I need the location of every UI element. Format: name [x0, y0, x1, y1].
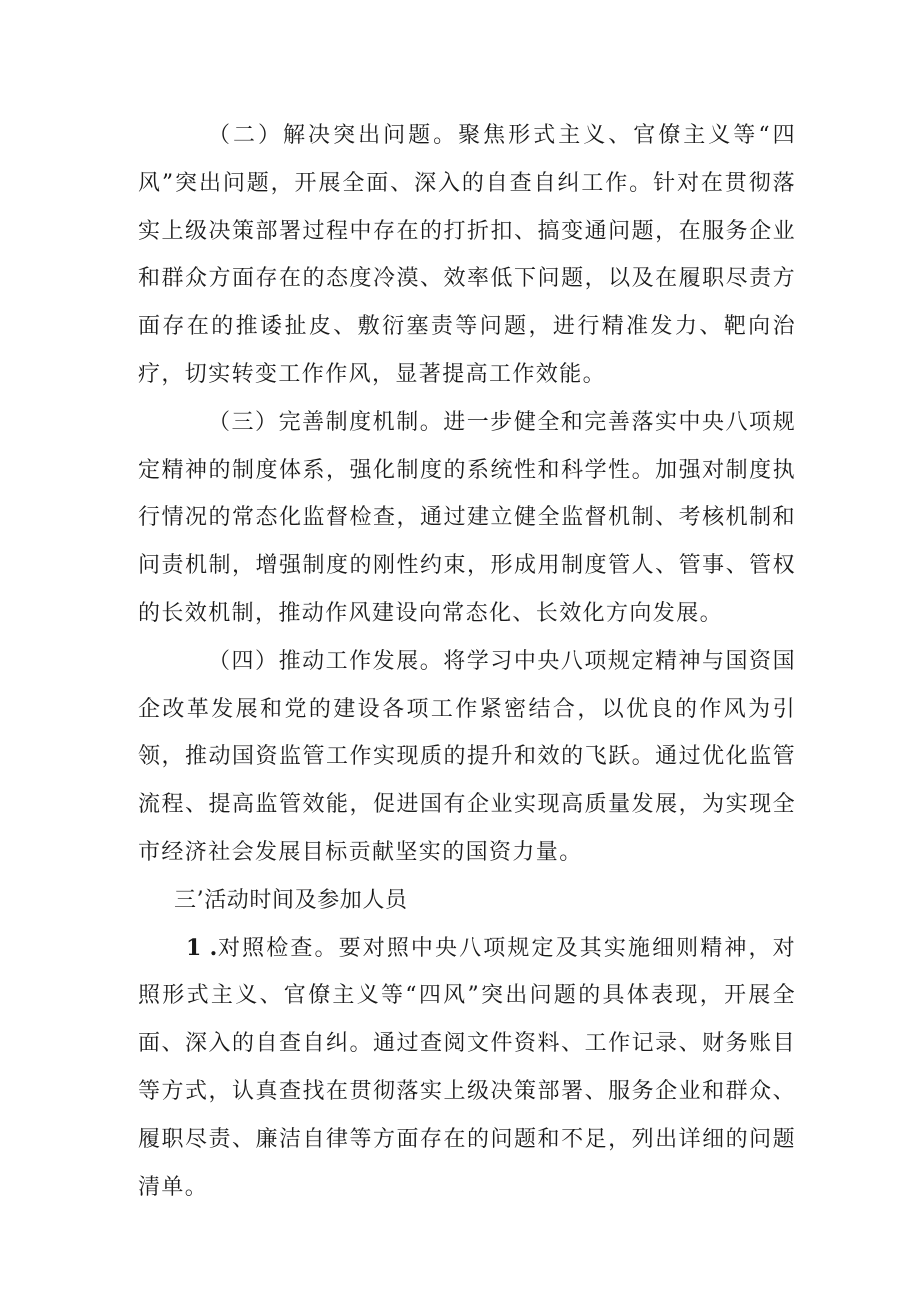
section-heading: 三’活动时间及参加人员 [174, 887, 408, 913]
paragraph-improve-mechanism: （三）完善制度机制。进一步健全和完善落实中央八项规定精神的制度体系，强化制度的系统性和科学性。加强对制度执行情况的常态化监督检查，通过建立健全监督机制、考核机制和问责机制，增强制度的刚性约束，形成用制度管人、管事、管权的长效机制，推动作风建设向常态化、长效化方向发展。 [138, 409, 796, 626]
list-item-text: 对照检查。要对照中央八项规定及其实施细则精神，对照形式主义、官僚主义等“四风”突出问题的具体表现，开展全面、深入的自查自纠。通过查阅文件资料、工作记录、财务账目等方式，认真查找在贯彻落实上级决策部署、服务企业和群众、履职尽责、廉洁自律等方面存在的问题和不足，列出详细的问题清单。 [138, 935, 796, 1200]
paragraph-solve-problems: （二）解决突出问题。聚焦形式主义、官僚主义等“四风”突出问题，开展全面、深入的自查自纠工作。针对在贯彻落实上级决策部署过程中存在的打折扣、搞变通问题，在服务企业和群众方面存在的态度冷漠、效率低下问题，以及在履职尽责方面存在的推诿扯皮、敷衍塞责等问题，进行精准发力、靶向治疗，切实转变工作作风，显著提高工作效能。 [138, 123, 796, 387]
list-item-check [138, 925, 796, 1212]
document-page [138, 112, 796, 1211]
paragraph-promote-development: （四）推动工作发展。将学习中央八项规定精神与国资国企改革发展和党的建设各项工作紧密结合，以优良的作风为引领，推动国资监管工作实现质的提升和效的飞跃。通过优化监管流程、提高监管效能，促进国有企业实现高质量发展，为实现全市经济社会发展目标贡献坚实的国资力量。 [138, 648, 796, 865]
list-item-number: 1 . [186, 934, 218, 961]
